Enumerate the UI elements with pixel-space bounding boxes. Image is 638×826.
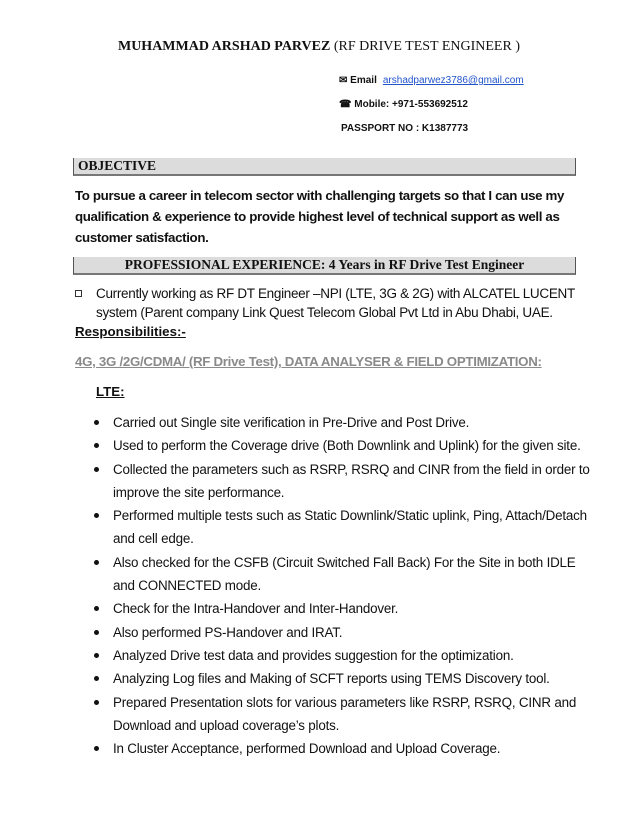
current-position-text: Currently working as RF DT Engineer –NPI (LTE, 3G & 2G) with ALCATEL LUCENT system (Parent company Link Quest Telecom Global Pvt Ltd in Abu Dhabi, UAE. (96, 286, 575, 320)
lte-heading: LTE: (96, 384, 125, 399)
bullet-icon (94, 560, 99, 565)
lte-responsibilities-list (93, 411, 593, 760)
list-item (93, 411, 593, 434)
job-title: (RF DRIVE TEST ENGINEER ) (333, 39, 520, 54)
email-label: Email (350, 75, 377, 86)
list-item (93, 458, 593, 505)
resume-header (0, 38, 638, 56)
list-item (93, 691, 593, 738)
skills-subheading: 4G, 3G /2G/CDMA/ (RF Drive Test), DATA ANALYSER & FIELD OPTIMIZATION: (75, 354, 542, 369)
bullet-icon (94, 653, 99, 658)
candidate-name: MUHAMMAD ARSHAD PARVEZ (117, 39, 331, 54)
list-item (93, 667, 593, 690)
bullet-icon (94, 513, 99, 518)
list-item-text: Performed multiple tests such as Static Downlink/Static uplink, Ping, Attach/Detach and cell edge. (113, 508, 587, 547)
objective-heading: OBJECTIVE (73, 158, 576, 176)
bullet-icon (94, 746, 99, 751)
list-item-text: Prepared Presentation slots for various parameters like RSRP, RSRQ, CINR and Download and upload coverage’s plots. (113, 694, 577, 733)
list-item (93, 434, 593, 457)
passport-number: PASSPORT NO : K1387773 (341, 123, 469, 134)
list-item (93, 644, 593, 667)
experience-heading: PROFESSIONAL EXPERIENCE: 4 Years in RF Drive Test Engineer (73, 257, 576, 275)
list-item (93, 597, 593, 620)
bullet-icon (94, 630, 99, 635)
list-item-text: Also performed PS-Handover and IRAT. (113, 624, 343, 640)
bullet-icon (94, 606, 99, 611)
bullet-icon (94, 676, 99, 681)
list-item-text: Analyzing Log files and Making of SCFT reports using TEMS Discovery tool. (113, 671, 550, 687)
email-line (339, 74, 638, 88)
list-item (93, 504, 593, 551)
bullet-icon (94, 443, 99, 448)
current-position (75, 284, 605, 322)
list-item-text: Also checked for the CSFB (Circuit Switched Fall Back) For the Site in both IDLE and CONNECTED mode. (113, 554, 576, 594)
objective-text: To pursue a career in telecom sector with challenging targets so that I can use my qualification & experience to provide highest level of technical support as well as customer satisfaction. (75, 188, 565, 245)
bullet-icon (94, 420, 99, 425)
bullet-icon (94, 467, 99, 472)
responsibilities-heading: Responsibilities:- (75, 324, 186, 339)
mobile-number: Mobile: +971-553692512 (354, 99, 468, 110)
bullet-icon (94, 700, 99, 705)
list-item-text: In Cluster Acceptance, performed Download and Upload Coverage. (113, 741, 501, 757)
list-item (93, 737, 593, 760)
envelope-icon: ✉ (339, 75, 348, 86)
list-item-text: Collected the parameters such as RSRP, RSRQ and CINR from the field in order to improve the site performance. (113, 461, 590, 500)
mobile-line (339, 98, 638, 112)
square-bullet-icon (75, 290, 82, 297)
phone-icon: ☎ (339, 99, 352, 110)
list-item-text: Carried out Single site verification in Pre-Drive and Post Drive. (113, 415, 470, 430)
list-item (93, 621, 593, 644)
email-link[interactable]: arshadparwez3786@gmail.com (382, 75, 524, 86)
list-item (93, 551, 593, 598)
list-item-text: Used to perform the Coverage drive (Both Downlink and Uplink) for the given site. (113, 438, 581, 454)
list-item-text: Analyzed Drive test data and provides suggestion for the optimization. (113, 647, 514, 663)
list-item-text: Check for the Intra-Handover and Inter-Handover. (113, 601, 399, 617)
